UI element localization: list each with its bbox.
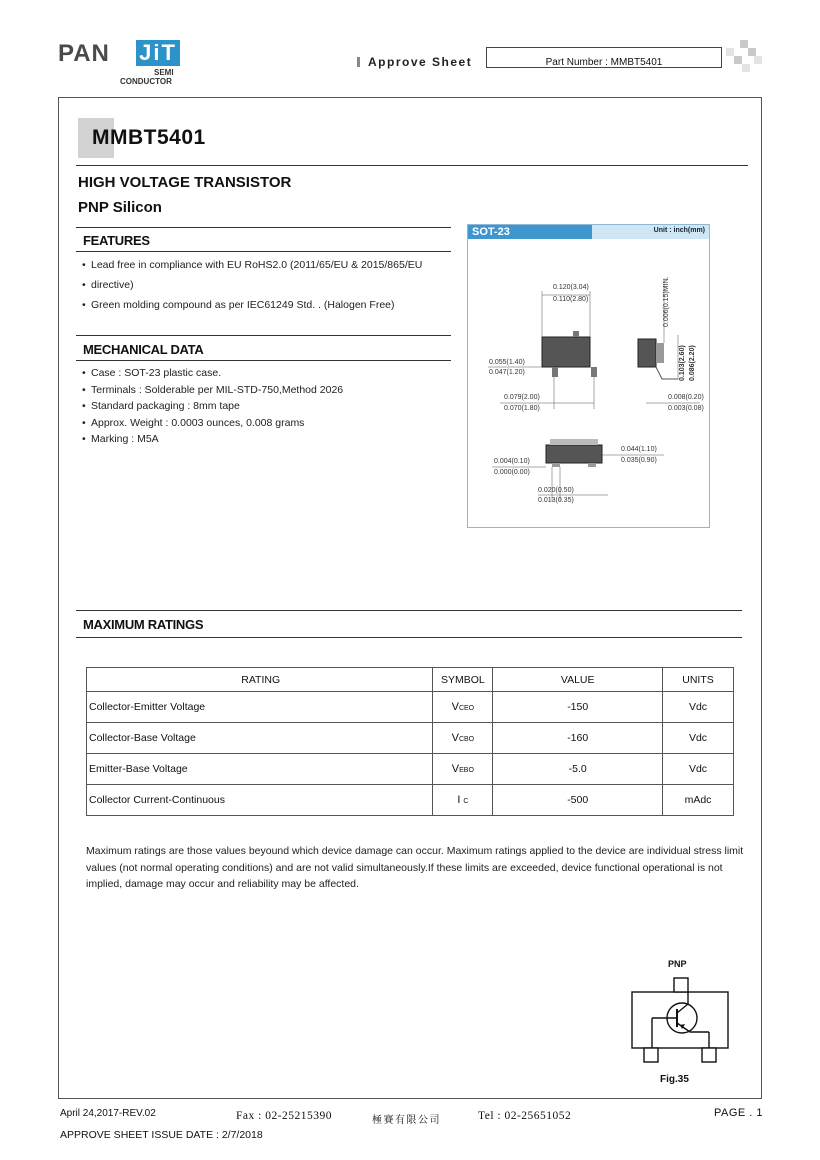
dim-body-thick-min: 0.035(0.90) <box>621 457 657 464</box>
device-polarity-subtitle: PNP Silicon <box>78 199 162 216</box>
figure-caption: Fig.35 <box>660 1074 689 1085</box>
mech-case: Case : SOT-23 plastic case. <box>91 367 222 379</box>
symbol-main: V <box>451 701 459 713</box>
max-ratings-table <box>86 667 734 816</box>
top-view-body <box>542 337 590 367</box>
ratings-header: MAXIMUM RATINGS <box>83 617 204 632</box>
symbol-sub: C <box>463 798 469 805</box>
symbol-main: V <box>451 732 459 744</box>
col-value-header: VALUE <box>493 668 663 692</box>
symbol-cell <box>433 785 493 816</box>
units-cell: Vdc <box>663 692 734 723</box>
feature-text-2: Green molding compound as per IEC61249 Std. . (Halogen Free) <box>91 299 395 311</box>
title-divider <box>76 165 748 166</box>
mechanical-bottom-rule <box>76 360 451 361</box>
table-row <box>87 785 734 816</box>
dim-side-min: 0.006(0.15)MIN. <box>663 276 670 327</box>
dim-lead-width-min: 0.013(0.35) <box>538 497 574 504</box>
symbol-main: I <box>457 794 461 806</box>
value-cell: -150 <box>493 692 663 723</box>
symbol-sub: CEO <box>458 705 475 712</box>
dim-body-height-max: 0.055(1.40) <box>489 359 525 366</box>
issue-date: APPROVE SHEET ISSUE DATE : 2/7/2018 <box>60 1129 263 1141</box>
dim-lead-width-max: 0.020(0.50) <box>538 487 574 494</box>
list-item <box>82 255 452 275</box>
rating-cell: Collector Current-Continuous <box>87 785 433 816</box>
symbol-cell <box>433 692 493 723</box>
package-name: SOT-23 <box>472 226 510 238</box>
device-type-title: HIGH VOLTAGE TRANSISTOR <box>78 174 292 191</box>
features-bottom-rule <box>76 251 451 252</box>
mechanical-list <box>82 365 452 448</box>
side-view-body <box>638 339 656 367</box>
pnp-transistor-icon <box>630 972 730 1072</box>
front-view-lead-right <box>588 463 596 467</box>
decorative-squares-icon <box>726 40 762 76</box>
dim-pitch-max: 0.079(2.00) <box>504 394 540 401</box>
front-view-lead-left <box>552 463 560 467</box>
value-cell: -500 <box>493 785 663 816</box>
top-view-lead-right <box>591 367 597 377</box>
dim-lead-thick-min: 0.003(0.08) <box>668 405 704 412</box>
front-view-top <box>550 439 598 445</box>
mech-terminals: Terminals : Solderable per MIL-STD-750,Method 2026 <box>91 383 344 396</box>
approve-sheet-label: Approve Sheet <box>357 55 472 69</box>
package-unit-label: Unit : inch(mm) <box>653 227 705 234</box>
dim-side-height-max: 0.103(2.60) <box>679 345 686 381</box>
dim-top-width-min: 0.110(2.80) <box>553 296 589 303</box>
ratings-disclaimer: Maximum ratings are those values beyound which device damage can occur. Maximum ratings applied to the device are individual stress limit values (not normal operating conditions) and are not valid simultaneously.If these limits are exceeded, device functional operational is not implied, damage may occur and reliability may be affected. <box>86 845 744 891</box>
mechanical-top-rule <box>76 335 451 336</box>
ratings-bottom-rule <box>76 637 742 638</box>
dim-body-height-min: 0.047(1.20) <box>489 369 525 376</box>
table-row <box>87 692 734 723</box>
front-view-body <box>546 445 602 463</box>
rating-cell: Collector-Base Voltage <box>87 723 433 754</box>
dim-standoff-min: 0.000(0.00) <box>494 469 530 476</box>
list-item <box>82 398 452 415</box>
value-cell: -160 <box>493 723 663 754</box>
symbol-cell <box>433 723 493 754</box>
col-units-header: UNITS <box>663 668 734 692</box>
mech-weight: Approx. Weight : 0.0003 ounces, 0.008 grams <box>91 416 305 429</box>
top-view-lead-top <box>573 331 579 337</box>
table-row <box>87 723 734 754</box>
col-symbol-header: SYMBOL <box>433 668 493 692</box>
table-row <box>87 754 734 785</box>
mech-marking: Marking : M5A <box>91 433 159 446</box>
list-item <box>82 365 452 382</box>
symbol-sub: CBO <box>458 736 475 743</box>
list-item <box>82 415 452 432</box>
package-outline-drawing <box>467 224 710 528</box>
fax-number: Fax : 02-25215390 <box>236 1110 333 1122</box>
mech-packaging: Standard packaging : 8mm tape <box>91 400 240 413</box>
ratings-top-rule <box>76 610 742 611</box>
features-header: FEATURES <box>83 233 150 248</box>
part-number-box: Part Number : MMBT5401 <box>486 47 722 68</box>
list-item <box>82 295 452 315</box>
dim-lead-thick-max: 0.008(0.20) <box>668 394 704 401</box>
col-rating-header: RATING <box>87 668 433 692</box>
symbol-sub: EBO <box>459 767 474 774</box>
figure-pnp-label: PNP <box>668 959 687 969</box>
symbol-cell <box>433 754 493 785</box>
part-title: MMBT5401 <box>92 126 206 149</box>
dim-side-height-min: 0.086(2.20) <box>689 345 696 381</box>
table-header-row <box>87 668 734 692</box>
logo-pan-text: PAN <box>58 40 110 67</box>
list-item <box>82 382 452 399</box>
logo-jit-text: JiT <box>136 40 180 66</box>
side-view-lead <box>656 343 664 363</box>
units-cell: Vdc <box>663 723 734 754</box>
rating-cell: Emitter-Base Voltage <box>87 754 433 785</box>
package-dimension-svg <box>468 239 709 527</box>
logo-semi-text: SEMI <box>154 68 174 77</box>
feature-text-1-cont: directive) <box>91 279 134 291</box>
pnp-schematic-figure <box>630 958 730 1090</box>
value-cell: -5.0 <box>493 754 663 785</box>
units-cell: Vdc <box>663 754 734 785</box>
dim-standoff-max: 0.004(0.10) <box>494 458 530 465</box>
features-top-rule <box>76 227 451 228</box>
features-list <box>82 255 452 315</box>
dim-body-thick-max: 0.044(1.10) <box>621 446 657 453</box>
dim-pitch-min: 0.070(1.80) <box>504 405 540 412</box>
dim-top-width-max: 0.120(3.04) <box>553 284 589 291</box>
page-number: PAGE . 1 <box>714 1107 764 1119</box>
list-item <box>82 431 452 448</box>
tel-number: Tel : 02-25651052 <box>478 1110 572 1122</box>
company-name: 極賽有限公司 <box>372 1115 441 1126</box>
list-item-continuation <box>82 275 452 295</box>
package-header-bar <box>468 225 709 239</box>
symbol-main: V <box>451 763 460 775</box>
units-cell: mAdc <box>663 785 734 816</box>
rating-cell: Collector-Emitter Voltage <box>87 692 433 723</box>
revision-date: April 24,2017-REV.02 <box>60 1108 156 1119</box>
logo-conductor-text: CONDUCTOR <box>120 77 172 86</box>
top-view-lead-left <box>552 367 558 377</box>
feature-text-1: Lead free in compliance with EU RoHS2.0 (2011/65/EU & 2015/865/EU <box>91 259 423 271</box>
company-logo <box>58 40 178 88</box>
mechanical-header: MECHANICAL DATA <box>83 342 204 357</box>
